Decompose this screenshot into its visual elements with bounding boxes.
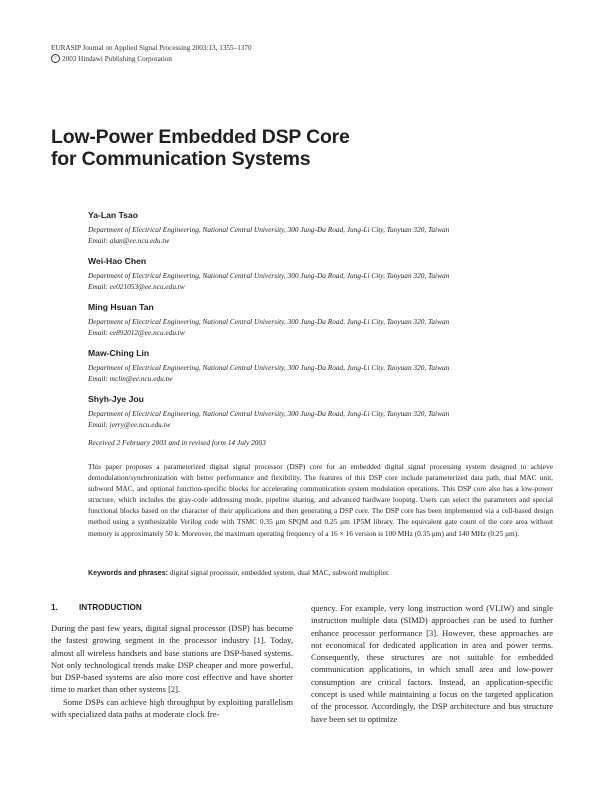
journal-line: EURASIP Journal on Applied Signal Processing 2003:13, 1355–1370 xyxy=(51,44,252,52)
copyright-line xyxy=(51,54,252,65)
author-email: Email: ee892012@ee.ncu.edu.tw xyxy=(88,328,185,337)
author-email: Email: ee021053@ee.ncu.edu.tw xyxy=(88,282,185,291)
left-column xyxy=(51,602,293,720)
copyright-icon: c xyxy=(51,54,60,63)
paragraph: quency. For example, very long instruction word (VLIW) and single instruction multiple data (SIMD) approaches can be used to further enhance processor performance [3]. However, these approaches are not economical for dedicated application in area and power terms. Consequently, these structures are not suitable for embedded communication applications, in which small area and low-power consumption are critical factors. Instead, an application-specific concept is used while maintaining a focus on the targeted application of the processor. Accordingly, the DSP architecture and bus structure have been set to optimize xyxy=(311,603,553,724)
author-email: Email: jerry@ee.ncu.edu.tw xyxy=(88,420,171,429)
keywords-text: digital signal processor, embedded system, dual MAC, subword multiplier. xyxy=(169,568,390,577)
author-affiliation: Department of Electrical Engineering, National Central University, 300 Jung-Da Road, Jung-Li City, Taoyuan 320, Taiwan xyxy=(88,317,450,326)
author-name: Ya-Lan Tsao xyxy=(88,210,138,220)
author-name: Wei-Hao Chen xyxy=(88,256,147,266)
author-block xyxy=(88,393,558,439)
author-name: Shyh-Jye Jou xyxy=(88,394,144,404)
author-block xyxy=(88,347,558,393)
section-title: INTRODUCTION xyxy=(79,603,142,612)
section-number: 1. xyxy=(51,603,58,612)
right-column xyxy=(311,602,553,725)
author-block xyxy=(88,209,558,255)
paragraph: During the past few years, digital signal processor (DSP) has become the fastest growing segment in the processor industry [1]. Today, almost all wireless handsets and base stations are DSP-based systems. Not only technological trends make DSP cheaper and more powerful, but DSP-based systems are also more cost effective and have shorter time to market than other systems [2]. xyxy=(51,623,293,695)
keywords-label: Keywords and phrases: xyxy=(88,569,169,577)
author-affiliation: Department of Electrical Engineering, National Central University, 300 Jung-Da Road, Jung-Li City, Taoyuan 320, Taiwan xyxy=(88,409,450,418)
author-name: Ming Hsuan Tan xyxy=(88,302,154,312)
title-line-2: for Communication Systems xyxy=(51,148,311,170)
author-email: Email: mclin@ee.ncu.edu.tw xyxy=(88,374,173,383)
paragraph: Some DSPs can achieve high throughput by exploiting parallelism with specialized data paths at moderate clock fre- xyxy=(51,696,293,720)
abstract: This paper proposes a parameterized digital signal processor (DSP) core for an embedded digital signal processing system designed to achieve demodulation/synchronization with better performance and flexibility. The features of this DSP core include parameterized data path, dual MAC unit, subword MAC, and optional function-specific blocks for accelerating communication system modulation operations. This DSP core also has a low-power structure, which includes the gray-code addressing mode, pipeline sharing, and advanced hardware looping. Users can select the parameters and special functional blocks based on the character of their applications and then generating a DSP core. The DSP core has been implemented via a cell-based design method using a synthesizable Verilog code with TSMC 0.35 μm SPQM and 0.25 μm 1P5M library. The equivalent gate count of the core area without memory is approximately 50 k. Moreover, the maximum operating frequency of a 16 × 16 version is 100 MHz (0.35 μm) and 140 MHz (0.25 μm). xyxy=(88,462,553,538)
author-block xyxy=(88,255,558,301)
author-list xyxy=(88,209,558,439)
keywords xyxy=(88,567,553,579)
received-date: Received 2 February 2003 and in revised form 14 July 2003 xyxy=(88,438,266,447)
running-header xyxy=(51,43,252,64)
copyright-text: 2003 Hindawi Publishing Corporation xyxy=(62,54,173,63)
author-email: Email: alan@ee.ncu.edu.tw xyxy=(88,236,170,245)
title-line-1: Low-Power Embedded DSP Core xyxy=(51,126,350,148)
paper-title xyxy=(51,126,551,170)
section-heading xyxy=(51,602,293,614)
author-block xyxy=(88,301,558,347)
author-affiliation: Department of Electrical Engineering, National Central University, 300 Jung-Da Road, Jung-Li City, Taoyuan 320, Taiwan xyxy=(88,225,450,234)
author-affiliation: Department of Electrical Engineering, National Central University, 300 Jung-Da Road, Jung-Li City, Taoyuan 320, Taiwan xyxy=(88,363,450,372)
author-name: Maw-Ching Lin xyxy=(88,348,150,358)
author-affiliation: Department of Electrical Engineering, National Central University, 300 Jung-Da Road, Jung-Li City, Taoyuan 320, Taiwan xyxy=(88,271,450,280)
